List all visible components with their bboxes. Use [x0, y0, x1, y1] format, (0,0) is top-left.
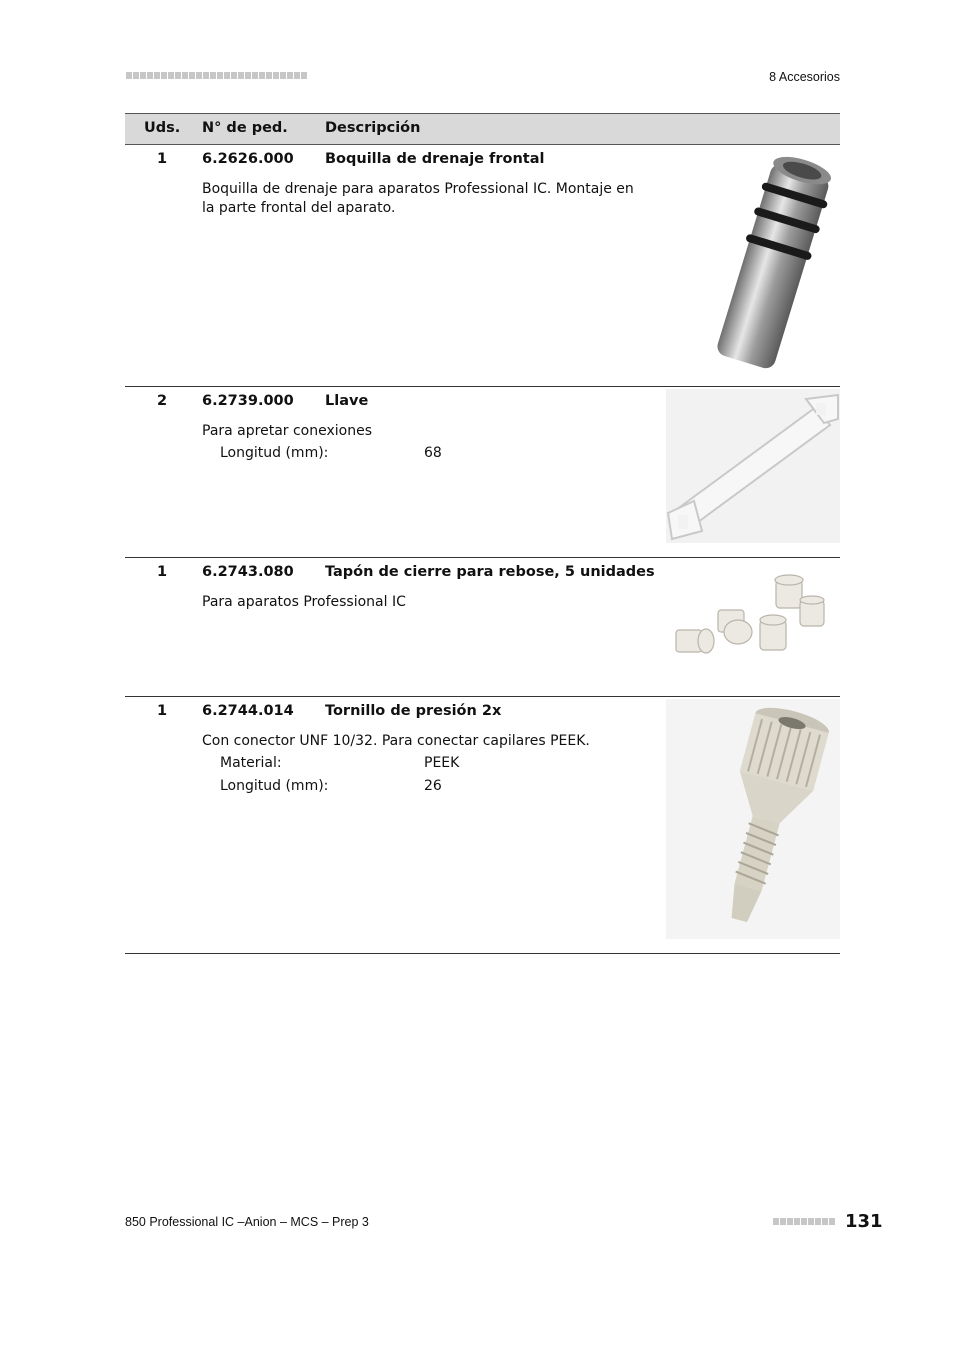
row-description: Con conector UNF 10/32. Para conectar capilares PEEK.	[202, 733, 590, 749]
row-order-number: 6.2744.014	[202, 703, 294, 719]
table-row	[125, 558, 840, 697]
table-header	[125, 113, 840, 145]
sealing-caps-image	[666, 574, 840, 679]
header-decoration	[126, 72, 307, 79]
row-order-number: 6.2626.000	[202, 151, 294, 167]
row-qty: 1	[157, 703, 168, 719]
col-qty-header: Uds.	[144, 120, 181, 136]
document-title: 850 Professional IC –Anion – MCS – Prep 3	[125, 1215, 369, 1229]
row-title: Llave	[325, 393, 369, 409]
col-order-header: N° de ped.	[202, 120, 288, 136]
drain-nozzle-image	[666, 153, 840, 373]
row-description: Para aparatos Professional IC	[202, 594, 406, 610]
wrench-image	[666, 389, 840, 543]
prop-label: Material:	[220, 755, 282, 771]
row-title: Boquilla de drenaje frontal	[325, 151, 545, 167]
row-title: Tapón de cierre para rebose, 5 unidades	[325, 564, 655, 580]
row-qty: 2	[157, 393, 168, 409]
row-order-number: 6.2739.000	[202, 393, 294, 409]
prop-label: Longitud (mm):	[220, 445, 329, 461]
prop-value: 68	[424, 445, 442, 461]
prop-label: Longitud (mm):	[220, 778, 329, 794]
row-qty: 1	[157, 151, 168, 167]
prop-value: PEEK	[424, 755, 460, 771]
row-description: Para apretar conexiones	[202, 423, 373, 439]
footer-decoration	[773, 1218, 835, 1225]
table-row	[125, 697, 840, 954]
row-qty: 1	[157, 564, 168, 580]
row-title: Tornillo de presión 2x	[325, 703, 502, 719]
section-title: 8 Accesorios	[769, 70, 840, 84]
table-row	[125, 387, 840, 558]
prop-value: 26	[424, 778, 442, 794]
row-description: Boquilla de drenaje para aparatos Professional IC. Montaje en la parte frontal del aparato.	[202, 181, 634, 216]
row-order-number: 6.2743.080	[202, 564, 294, 580]
accessories-table	[125, 113, 840, 954]
page-number: 131	[845, 1211, 883, 1232]
pressure-screw-image	[666, 699, 840, 939]
table-row	[125, 145, 840, 387]
col-desc-header: Descripción	[325, 120, 421, 136]
